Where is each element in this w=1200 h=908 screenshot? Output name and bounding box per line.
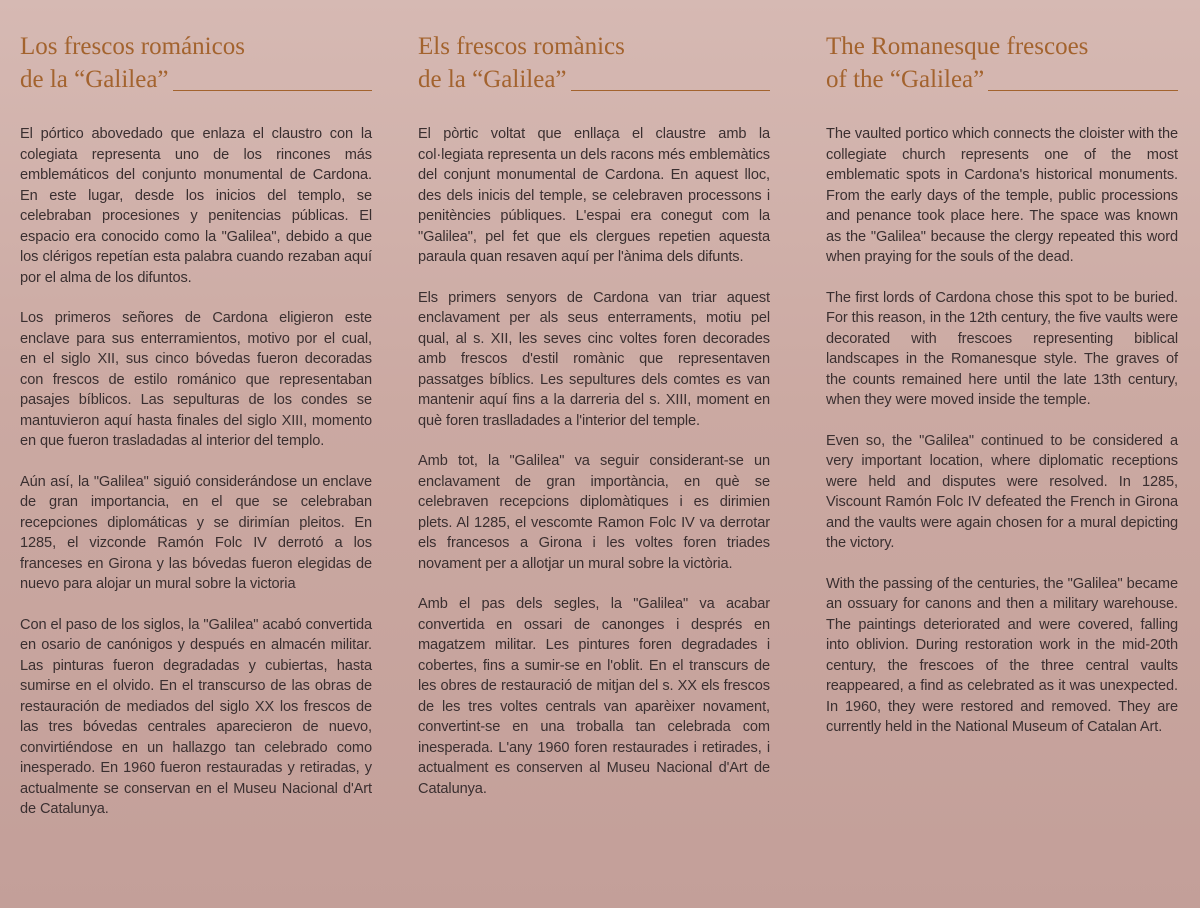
paragraph: Els primers senyors de Cardona van triar aquest enclavament per als seus enterraments, motiu pel qual, al s. XII, les seves cinc voltes foren decorades amb frescos d'estil romànic que representaven passatges bíblics. Les sepultures dels comtes es van mantenir aquí fins a la darreria del s. XIII, moment en què foren traslladades a l'interior del temple. (418, 289, 770, 429)
paragraph: El pórtico abovedado que enlaza el claustro con la colegiata representa uno de los rincones más emblemáticos del conjunto monumental de Cardona. En este lugar, desde los inicios del templo, se celebraban procesiones y penitencias públicas. El espacio era conocido como la "Galilea", debido a que los clérigos repetían esta palabra cuando rezaban aquí por el alma de los difuntos. (20, 126, 372, 286)
title-line-1: The Romanesque frescoes (826, 33, 1089, 60)
paragraph: Even so, the "Galilea" continued to be considered a very important location, where diplomatic receptions were held and disputes were resolved. In 1285, Viscount Ramón Folc IV defeated the French in Girona and the vaults were again chosen for a mural depicting the victory. (826, 432, 1178, 551)
column-catalan (418, 30, 770, 819)
title-spanish (20, 30, 372, 96)
paragraph: Amb el pas dels segles, la "Galilea" va acabar convertida en ossari de canonges i després en magatzem militar. Les pintures foren degradades i cobertes, fins a sumir-se en l'oblit. En el transcurs de les obres de restauració de mitjan del s. XX els frescos de les tres voltes centrals van aparèixer novament, convertint-se en una troballa tan celebrada com inesperada. L'any 1960 foren restaurades i retirades, i actualment es conserven al Museu Nacional d'Art de Catalunya. (418, 596, 770, 797)
title-underline (988, 90, 1178, 91)
paragraph: The vaulted portico which connects the cloister with the collegiate church represents one of the most emblematic spots in Cardona's historical monuments. From the early days of the temple, public processions and penance took place here. The space was known as the "Galilea" because the clergy repeated this word when praying for the souls of the dead. (826, 126, 1178, 265)
title-catalan (418, 30, 770, 96)
paragraph: Los primeros señores de Cardona eligieron este enclave para sus enterramientos, motivo por el cual, en el siglo XII, sus cinco bóvedas fueron decoradas con frescos de estilo románico que representaban pasajes bíblicos. Las sepulturas de los condes se mantuvieron aquí hasta finales del siglo XIII, momento en que fueron trasladadas al interior del templo. (20, 310, 372, 449)
title-line-1: Els frescos romànics (418, 33, 625, 60)
paragraph: Aún así, la "Galilea" siguió considerándose un enclave de gran importancia, en el que se celebraban recepciones diplomáticas y se dirimían pleitos. En 1285, el vizconde Ramón Folc IV derrotó a los franceses en Girona y las bóvedas fueron elegidas de nuevo para alojar un mural sobre la victoria (20, 473, 372, 592)
title-underline (571, 90, 770, 91)
column-spanish (20, 30, 372, 840)
paragraph: Amb tot, la "Galilea" va seguir considerant-se un enclavament de gran importància, en què se celebraven recepcions diplomàtiques i es dirimien plets. Al 1285, el vescomte Ramon Folc IV va derrotar els francesos a Girona i les voltes foren triades novament per a allotjar un mural sobre la victòria. (418, 453, 770, 572)
title-underline (173, 90, 372, 91)
title-line-1: Los frescos románicos (20, 33, 245, 60)
paragraph: El pòrtic voltat que enllaça el claustre amb la col·legiata representa un dels racons més emblemàtics del conjunt monumental de Cardona. En aquest lloc, des dels inicis del temple, se celebraven processons i penitències públiques. L'espai era conegut com la "Galilea", pel fet que els clergues repetien aquesta paraula quan resaven aquí per l'ànima dels difunts. (418, 126, 770, 265)
column-english (826, 30, 1178, 758)
paragraph: The first lords of Cardona chose this spot to be buried. For this reason, in the 12th century, the five vaults were decorated with frescoes representing biblical landscapes in the Romanesque style. The graves of the counts remained here until the late 13th century, when they were moved inside the temple. (826, 289, 1178, 408)
paragraph: With the passing of the centuries, the "Galilea" became an ossuary for canons and then a military warehouse. The paintings deteriorated and were covered, falling into oblivion. During restoration work in the mid-20th century, the frescoes of the three central vaults reappeared, a find as celebrated as it was unexpected. In 1960, they were restored and removed. They are currently held in the National Museum of Catalan Art. (826, 575, 1178, 735)
title-line-2: de la “Galilea” (418, 66, 567, 93)
title-english (826, 30, 1178, 96)
title-line-2: de la “Galilea” (20, 66, 169, 93)
title-line-2: of the “Galilea” (826, 66, 985, 93)
paragraph: Con el paso de los siglos, la "Galilea" acabó convertida en osario de canónigos y después en almacén militar. Las pinturas fueron degradadas y cubiertas, hasta sumirse en el olvido. En el transcurso de las obras de restauración de mediados del siglo XX los frescos de las tres bóvedas centrales aparecieron de nuevo, convirtiéndose en un hallazgo tan celebrado como inesperado. En 1960 fueron restauradas y retiradas, y actualmente se conservan en el Museu Nacional d'Art de Catalunya. (20, 616, 372, 817)
